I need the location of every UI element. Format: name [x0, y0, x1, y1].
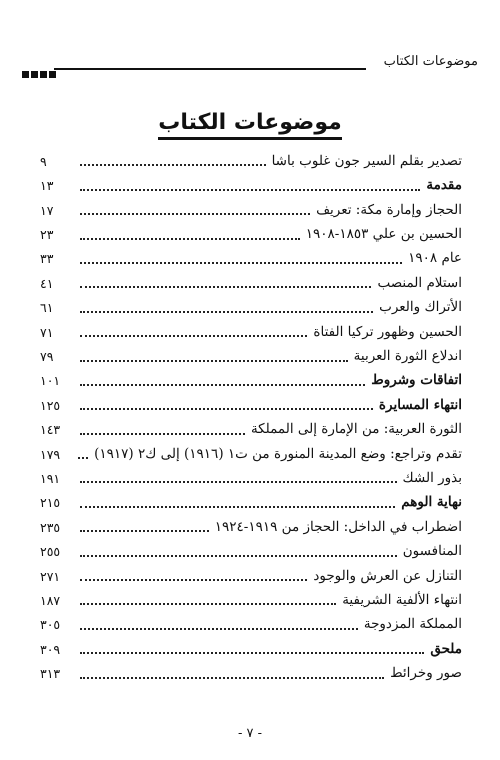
toc-entry: [40, 635, 462, 659]
toc-dot-leader: [80, 360, 348, 362]
header-rule: [54, 68, 366, 70]
toc-entry-page: ٣٠٥: [40, 617, 61, 633]
toc-entry: [40, 415, 462, 439]
toc-entry-page: ١٤٣: [40, 422, 61, 438]
toc-entry-title: صور وخرائط: [390, 665, 462, 682]
toc-dot-leader: [80, 677, 384, 679]
toc-entry-title: الحجاز وإمارة مكة: تعريف: [316, 201, 462, 218]
toc-entry-title: اتفاقات وشروط: [371, 372, 462, 389]
toc-entry-title: المملكة المزدوجة: [363, 616, 462, 633]
toc-entry-page: ٢٣٥: [40, 519, 61, 535]
toc-entry-title: استلام المنصب: [377, 274, 462, 291]
toc-entry-page: ٤١: [40, 275, 54, 291]
toc-entry-page: ٢١٥: [40, 495, 61, 511]
toc-dot-leader: [80, 286, 371, 288]
toc-dot-leader: [80, 530, 209, 532]
toc-dot-leader: [80, 481, 397, 483]
toc-entry-title: انتهاء الألفية الشريفية: [342, 591, 462, 608]
toc-entry: [40, 293, 462, 317]
toc-entry-page: ٦١: [40, 300, 54, 316]
toc-entry-page: ٧١: [40, 324, 54, 340]
running-title: موضوعات الكتاب: [383, 54, 478, 69]
toc-entry-page: ١٢٥: [40, 397, 61, 413]
toc-entry-title: اندلاع الثورة العربية: [353, 348, 462, 365]
toc-entry: [40, 147, 462, 171]
toc-dot-leader: [80, 213, 310, 215]
toc-entry-title: اضطراب في الداخل: الحجاز من ١٩١٩-١٩٢٤: [214, 518, 462, 535]
toc-entry-page: ٣٠٩: [40, 641, 61, 657]
toc-entry-title: الثورة العربية: من الإمارة إلى المملكة: [250, 421, 462, 438]
toc-dot-leader: [80, 262, 402, 264]
toc-dot-leader: [80, 238, 300, 240]
toc-dot-leader: [80, 603, 336, 605]
toc-entry-title: الحسين وظهور تركيا الفتاة: [313, 323, 462, 340]
toc-entry-title: نهاية الوهم: [401, 494, 462, 511]
toc-entry-page: ٣١٣: [40, 666, 61, 682]
toc-dot-leader: [78, 457, 88, 459]
toc-dot-leader: [80, 164, 266, 166]
toc-entry: [40, 513, 462, 537]
toc-entry: [40, 488, 462, 512]
toc-dot-leader: [80, 311, 373, 313]
toc-entry: [40, 610, 462, 634]
toc-entry: [40, 367, 462, 391]
toc-entry-title: تصدير بقلم السير جون غلوب باشا: [271, 152, 462, 169]
toc-entry: [40, 196, 462, 220]
toc-dot-leader: [80, 506, 395, 508]
page-title: [0, 110, 500, 135]
toc-entry: [40, 269, 462, 293]
toc-dot-leader: [80, 555, 397, 557]
toc-dot-leader: [80, 384, 365, 386]
toc-dot-leader: [80, 335, 307, 337]
toc-entry-title: ملحق: [430, 640, 462, 657]
toc-entry-page: ١٧: [40, 202, 54, 218]
toc-dot-leader: [80, 579, 307, 581]
toc-entry: [40, 220, 462, 244]
toc-entry-page: ٢٧١: [40, 568, 61, 584]
toc-entry: [40, 245, 462, 269]
toc-entry-page: ٢٣: [40, 227, 54, 243]
toc-entry-title: مقدمة: [426, 177, 462, 194]
toc-entry: [40, 318, 462, 342]
toc-entry: [40, 171, 462, 195]
toc-entry-page: ١٣: [40, 178, 54, 194]
toc-entry-title: التنازل عن العرش والوجود: [313, 567, 462, 584]
toc-entry: [40, 342, 462, 366]
toc-entry-title: تقدم وتراجع: وضع المدينة المنورة من ت١ (١٩١٦) إلى ك٢ (١٩١٧): [94, 445, 462, 462]
header-ornament: [22, 63, 58, 71]
toc-entry: [40, 586, 462, 610]
toc-entry: [40, 391, 462, 415]
toc-dot-leader: [80, 189, 420, 191]
table-of-contents: [40, 147, 462, 684]
toc-entry-title: الحسين بن علي ١٨٥٣-١٩٠٨: [305, 226, 462, 243]
toc-entry-page: ٩: [40, 153, 47, 169]
toc-entry-page: ٧٩: [40, 349, 54, 365]
toc-entry-page: ١٧٩: [40, 446, 61, 462]
toc-entry-page: ١٠١: [40, 373, 61, 389]
toc-entry: [40, 464, 462, 488]
toc-entry-page: ١٩١: [40, 470, 61, 486]
toc-dot-leader: [80, 408, 373, 410]
toc-entry: [40, 440, 462, 464]
page-number: - ٧ -: [237, 726, 263, 741]
toc-entry-page: ٢٥٥: [40, 544, 61, 560]
toc-entry-title: بذور الشك: [402, 469, 462, 486]
toc-entry-title: عام ١٩٠٨: [408, 250, 462, 267]
running-header: [22, 50, 478, 76]
toc-dot-leader: [80, 652, 424, 654]
toc-entry: [40, 537, 462, 561]
toc-entry: [40, 562, 462, 586]
toc-entry: [40, 659, 462, 683]
page-title-text: موضوعات الكتاب: [158, 110, 341, 140]
toc-entry-page: ٣٣: [40, 251, 54, 267]
toc-dot-leader: [80, 433, 245, 435]
toc-dot-leader: [80, 628, 358, 630]
toc-entry-title: المنافسون: [402, 543, 462, 560]
toc-entry-title: انتهاء المسايرة: [378, 396, 462, 413]
toc-entry-title: الأتراك والعرب: [379, 299, 462, 316]
toc-entry-page: ١٨٧: [40, 592, 61, 608]
